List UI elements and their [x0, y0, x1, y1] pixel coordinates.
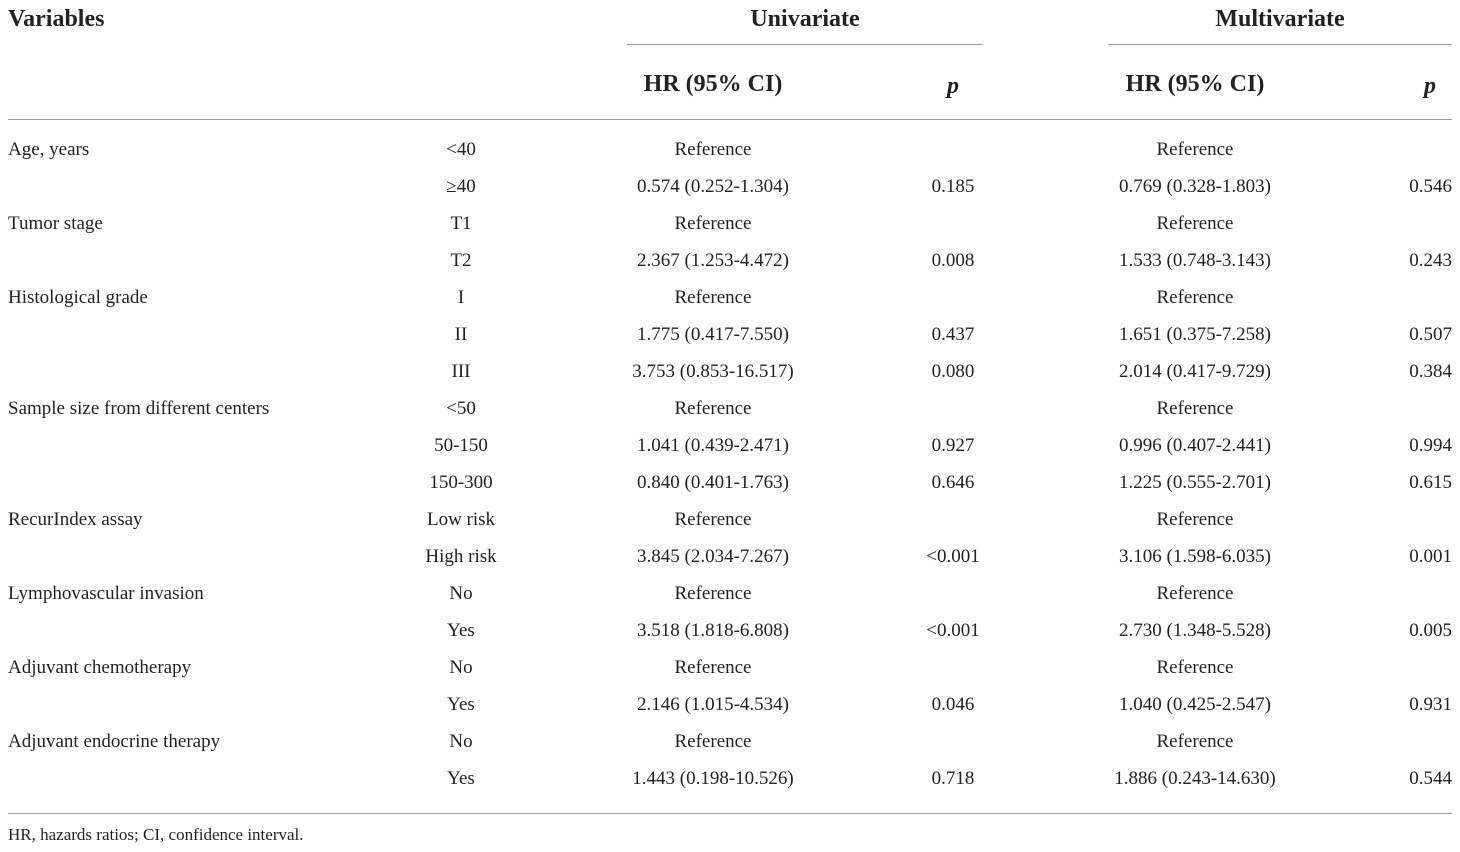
- multivariate-hr-cell: 1.533 (0.748-3.143): [1119, 250, 1271, 271]
- multivariate-hr-cell: 3.106 (1.598-6.035): [1119, 546, 1271, 567]
- multivariate-hr-cell: Reference: [1156, 509, 1234, 530]
- table-bottom-rule: [8, 813, 1452, 814]
- table-row: [0, 354, 1460, 391]
- table-row: [0, 206, 1460, 243]
- univariate-hr-cell: 3.753 (0.853-16.517): [632, 361, 794, 382]
- multivariate-hr-cell: Reference: [1156, 213, 1234, 234]
- univariate-hr-cell: Reference: [674, 731, 752, 752]
- univariate-p-cell: 0.080: [931, 361, 975, 382]
- multivariate-hr-cell: 2.730 (1.348-5.528): [1119, 620, 1271, 641]
- category-cell: No: [449, 731, 473, 752]
- table-row: [0, 428, 1460, 465]
- table-footnote: HR, hazards ratios; CI, confidence interval.: [8, 825, 304, 844]
- univariate-hr-cell: 1.443 (0.198-10.526): [632, 768, 794, 789]
- variable-cell: Age, years: [8, 139, 90, 160]
- variable-cell: RecurIndex assay: [8, 509, 143, 530]
- univariate-hr-cell: Reference: [674, 657, 752, 678]
- category-cell: ≥40: [446, 176, 476, 197]
- univariate-hr-cell: 2.367 (1.253-4.472): [637, 250, 789, 271]
- multivariate-hr-cell: 1.225 (0.555-2.701): [1119, 472, 1271, 493]
- table-row: [0, 576, 1460, 613]
- multivariate-hr-cell: 1.040 (0.425-2.547): [1119, 694, 1271, 715]
- table-row: [0, 761, 1460, 798]
- multivariate-p-cell: 0.615: [1409, 472, 1452, 493]
- multivariate-p-cell: 0.546: [1409, 176, 1452, 197]
- variable-cell: Adjuvant endocrine therapy: [8, 731, 221, 752]
- category-cell: High risk: [425, 546, 497, 567]
- header-bottom-rule: [8, 119, 1452, 120]
- table-body: [0, 132, 1460, 798]
- header-variables: Variables: [8, 6, 105, 32]
- univariate-underline: [627, 44, 983, 45]
- table-row: [0, 280, 1460, 317]
- category-cell: Yes: [447, 620, 475, 641]
- variable-cell: Lymphovascular invasion: [8, 583, 204, 604]
- variable-cell: Sample size from different centers: [8, 398, 270, 419]
- univariate-hr-cell: 2.146 (1.015-4.534): [637, 694, 789, 715]
- univariate-hr-cell: Reference: [674, 509, 752, 530]
- table-row: [0, 243, 1460, 280]
- header-multivariate: Multivariate: [1215, 6, 1345, 32]
- univariate-p-cell: <0.001: [926, 546, 980, 567]
- header-multi-p: p: [1424, 73, 1436, 99]
- header-uni-hr: HR (95% CI): [643, 71, 783, 97]
- univariate-hr-cell: 1.041 (0.439-2.471): [637, 435, 789, 456]
- category-cell: III: [451, 361, 471, 382]
- category-cell: No: [449, 583, 473, 604]
- table-row: [0, 132, 1460, 169]
- multivariate-hr-cell: 1.651 (0.375-7.258): [1119, 324, 1271, 345]
- header-uni-p: p: [947, 73, 959, 99]
- table-row: [0, 650, 1460, 687]
- multivariate-p-cell: 0.384: [1409, 361, 1452, 382]
- univariate-hr-cell: 3.518 (1.818-6.808): [637, 620, 789, 641]
- variable-cell: Histological grade: [8, 287, 148, 308]
- category-cell: T2: [450, 250, 472, 271]
- multivariate-p-cell: 0.544: [1409, 768, 1452, 789]
- table-row: [0, 169, 1460, 206]
- header-univariate: Univariate: [750, 6, 860, 32]
- multivariate-hr-cell: Reference: [1156, 398, 1234, 419]
- category-cell: Yes: [447, 768, 475, 789]
- category-cell: Yes: [447, 694, 475, 715]
- univariate-hr-cell: Reference: [674, 398, 752, 419]
- univariate-hr-cell: 3.845 (2.034-7.267): [637, 546, 789, 567]
- univariate-p-cell: 0.718: [931, 768, 975, 789]
- table-row: [0, 724, 1460, 761]
- variable-cell: Adjuvant chemotherapy: [8, 657, 192, 678]
- univariate-hr-cell: 0.840 (0.401-1.763): [637, 472, 789, 493]
- table-row: [0, 687, 1460, 724]
- univariate-hr-cell: Reference: [674, 583, 752, 604]
- multivariate-p-cell: 0.243: [1409, 250, 1452, 271]
- table-row: [0, 613, 1460, 650]
- category-cell: Low risk: [426, 509, 496, 530]
- univariate-hr-cell: Reference: [674, 287, 752, 308]
- category-cell: No: [449, 657, 473, 678]
- category-cell: 50-150: [434, 435, 488, 456]
- multivariate-hr-cell: Reference: [1156, 657, 1234, 678]
- table-row: [0, 539, 1460, 576]
- table-row: [0, 502, 1460, 539]
- multivariate-hr-cell: Reference: [1156, 731, 1234, 752]
- category-cell: <50: [446, 398, 476, 419]
- univariate-p-cell: 0.185: [931, 176, 975, 197]
- univariate-p-cell: 0.646: [931, 472, 975, 493]
- category-cell: T1: [450, 213, 472, 234]
- multivariate-hr-cell: Reference: [1156, 287, 1234, 308]
- multivariate-underline: [1108, 44, 1452, 45]
- multivariate-p-cell: 0.001: [1409, 546, 1452, 567]
- header-multi-hr: HR (95% CI): [1125, 71, 1265, 97]
- univariate-p-cell: 0.437: [931, 324, 975, 345]
- univariate-p-cell: 0.927: [931, 435, 975, 456]
- multivariate-p-cell: 0.994: [1409, 435, 1452, 456]
- multivariate-p-cell: 0.005: [1409, 620, 1452, 641]
- univariate-p-cell: 0.046: [931, 694, 975, 715]
- category-cell: 150-300: [429, 472, 493, 493]
- univariate-p-cell: 0.008: [931, 250, 975, 271]
- table-row: [0, 465, 1460, 502]
- multivariate-hr-cell: 1.886 (0.243-14.630): [1114, 768, 1276, 789]
- multivariate-hr-cell: 2.014 (0.417-9.729): [1119, 361, 1271, 382]
- multivariate-p-cell: 0.507: [1409, 324, 1452, 345]
- univariate-hr-cell: 1.775 (0.417-7.550): [637, 324, 789, 345]
- category-cell: I: [457, 287, 465, 308]
- univariate-p-cell: <0.001: [926, 620, 980, 641]
- category-cell: <40: [446, 139, 476, 160]
- univariate-hr-cell: Reference: [674, 139, 752, 160]
- multivariate-hr-cell: Reference: [1156, 139, 1234, 160]
- multivariate-hr-cell: 0.769 (0.328-1.803): [1119, 176, 1271, 197]
- multivariate-hr-cell: Reference: [1156, 583, 1234, 604]
- multivariate-p-cell: 0.931: [1409, 694, 1452, 715]
- table-row: [0, 391, 1460, 428]
- multivariate-hr-cell: 0.996 (0.407-2.441): [1119, 435, 1271, 456]
- variable-cell: Tumor stage: [8, 213, 103, 234]
- category-cell: II: [454, 324, 468, 345]
- univariate-hr-cell: 0.574 (0.252-1.304): [637, 176, 789, 197]
- table-row: [0, 317, 1460, 354]
- univariate-hr-cell: Reference: [674, 213, 752, 234]
